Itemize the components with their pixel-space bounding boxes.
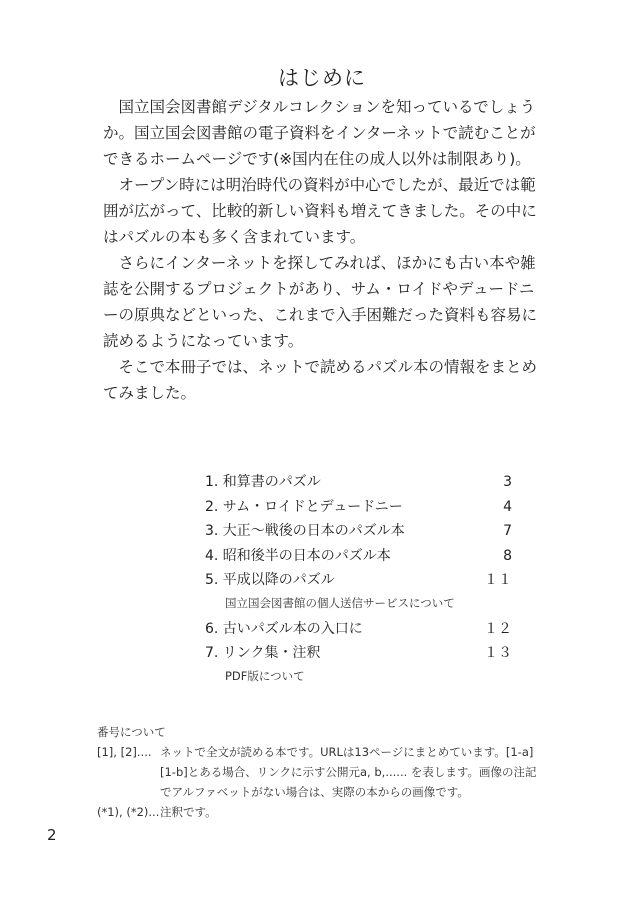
note-row xyxy=(97,802,542,822)
toc-entry xyxy=(205,495,512,520)
page-title: はじめに xyxy=(278,66,366,90)
toc-entry xyxy=(205,470,512,495)
numbering-notes xyxy=(97,722,542,822)
note-key: [1], [2].... xyxy=(97,745,152,759)
toc-subentry: 国立国会図書館の個人送信サービスについて xyxy=(225,595,455,610)
toc-entry-label: 6. 古いパズル本の入口に xyxy=(205,620,363,637)
toc-entry-page: 4 xyxy=(503,498,512,515)
intro-paragraph: そこで本冊子では、ネットで読めるパズル本の情報をまとめてみました。 xyxy=(103,358,538,402)
toc-entry xyxy=(205,519,512,544)
toc-entry-label: 4. 昭和後半の日本のパズル本 xyxy=(205,547,391,564)
note-text: 注釈です。 xyxy=(160,805,217,819)
toc-entry xyxy=(205,568,512,593)
intro-paragraph: 国立国会図書館デジタルコレクションを知っているでしょうか。国立国会図書館の電子資料をインターネットで読むことができるホームページです(※国内在住の成人以外は制限あり)。 xyxy=(103,98,536,168)
toc-entry xyxy=(205,617,512,642)
note-row xyxy=(97,742,542,802)
toc-entry-page: １１ xyxy=(484,572,512,588)
intro-text xyxy=(103,94,541,406)
toc-entry-label: 7. リンク集・注釈 xyxy=(205,645,321,661)
note-key: (*1), (*2)... xyxy=(97,805,160,819)
toc-entry-label: 3. 大正〜戦後の日本のパズル本 xyxy=(205,523,405,539)
intro-paragraph: オープン時には明治時代の資料が中心でしたが、最近では範囲が広がって、比較的新しい資料も増えてきました。その中にはパズルの本も多く含まれています。 xyxy=(103,176,537,246)
note-text: ネットで全文が読める本です。URLは13ページにまとめています。[1-a][1-b]とある場合、リンクに示す公開元a, b,...... を表します。画像の注記でアルファベットがない場合は、実際の本からの画像です。 xyxy=(160,745,537,799)
toc-subentry: PDF版について xyxy=(225,668,305,683)
toc-entry-label: 1. 和算書のパズル xyxy=(205,474,321,490)
intro-paragraph: さらにインターネットを探してみれば、ほかにも古い本や雑誌を公開するプロジェクトがあり、サム・ロイドやデュードニーの原典などといった、これまで入手困難だった資料も容易に読めるようになっています。 xyxy=(103,254,538,350)
toc-entry-label: 5. 平成以降のパズル xyxy=(205,572,335,588)
table-of-contents xyxy=(205,470,512,690)
toc-entry-page: 8 xyxy=(503,547,512,564)
notes-heading: 番号について xyxy=(97,725,166,739)
toc-entry xyxy=(205,544,512,569)
toc-entry-label: 2. サム・ロイドとデュードニー xyxy=(205,498,403,515)
toc-entry-page: 7 xyxy=(503,523,512,539)
toc-entry-page: １２ xyxy=(484,620,512,637)
toc-entry xyxy=(205,641,512,666)
toc-entry-page: 3 xyxy=(503,474,512,490)
page-number: 2 xyxy=(47,826,57,844)
toc-entry-page: １３ xyxy=(484,645,512,661)
